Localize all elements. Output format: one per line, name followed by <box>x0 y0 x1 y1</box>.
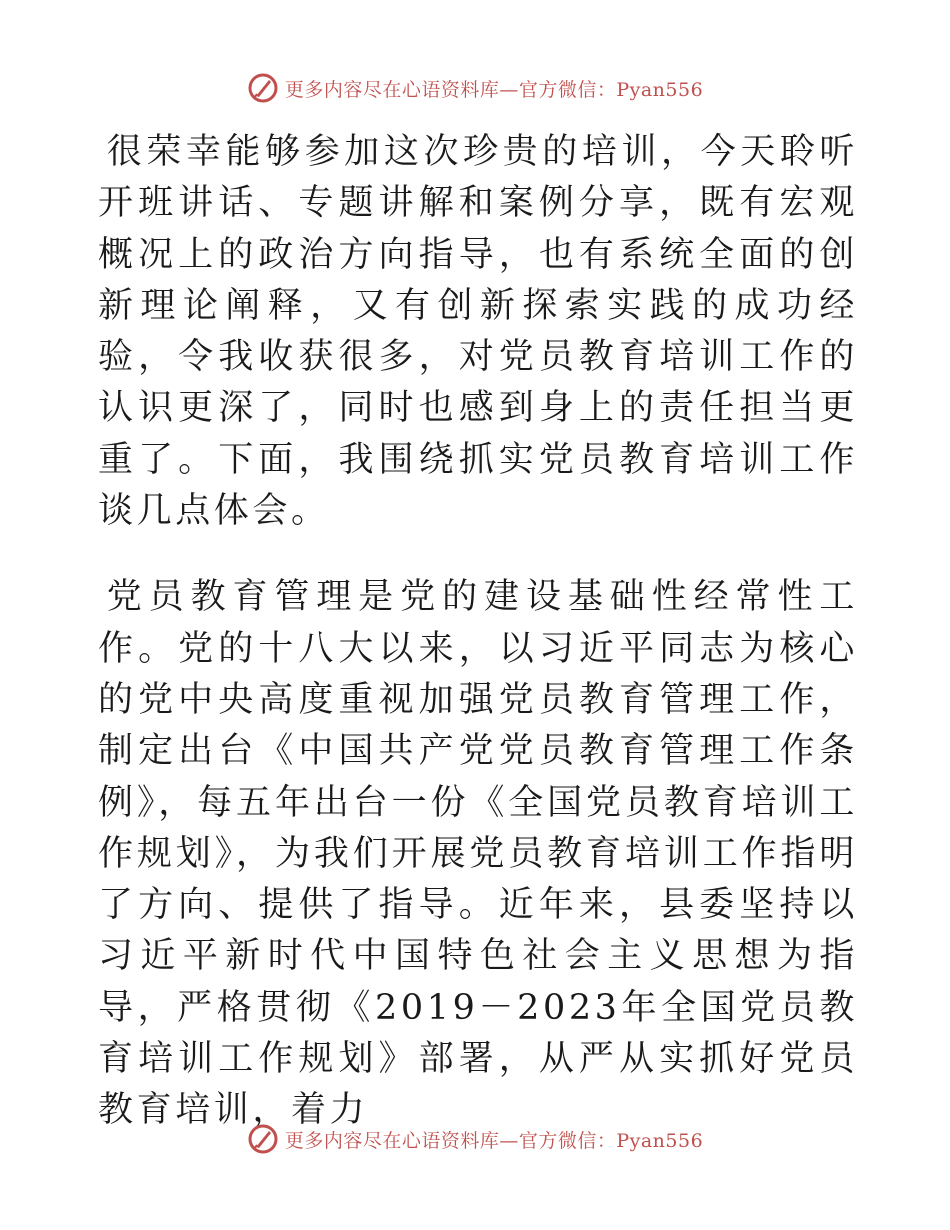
paragraph: 很荣幸能够参加这次珍贵的培训，今天聆听开班讲话、专题讲解和案例分享，既有宏观概况上的政治方向指导，也有系统全面的创新理论阐释，又有创新探索实践的成功经验，令我收获很多，对党员教育培训工作的认识更深了，同时也感到身上的责任担当更重了。下面，我围绕抓实党员教育培训工作谈几点体会。 <box>98 132 858 532</box>
quill-circle-logo-icon <box>247 1123 279 1155</box>
footer-watermark <box>0 1123 950 1155</box>
watermark-text: 更多内容尽在心语资料库—官方微信：Pyan556 <box>284 78 704 101</box>
document-body <box>98 127 858 1137</box>
quill-circle-logo-icon <box>247 72 279 104</box>
watermark-text: 更多内容尽在心语资料库—官方微信：Pyan556 <box>284 1129 704 1152</box>
paragraph: 党员教育管理是党的建设基础性经常性工作。党的十八大以来，以习近平同志为核心的党中央高度重视加强党员教育管理工作，制定出台《中国共产党党员教育管理工作条例》，每五年出台一份《全国党员教育培训工作规划》，为我们开展党员教育培训工作指明了方向、提供了指导。近年来，县委坚持以习近平新时代中国特色社会主义思想为指导，严格贯彻《2019－2023年全国党员教育培训工作规划》部署，从严从实抓好党员教育培训，着力 <box>98 577 858 1131</box>
header-watermark <box>0 72 950 104</box>
